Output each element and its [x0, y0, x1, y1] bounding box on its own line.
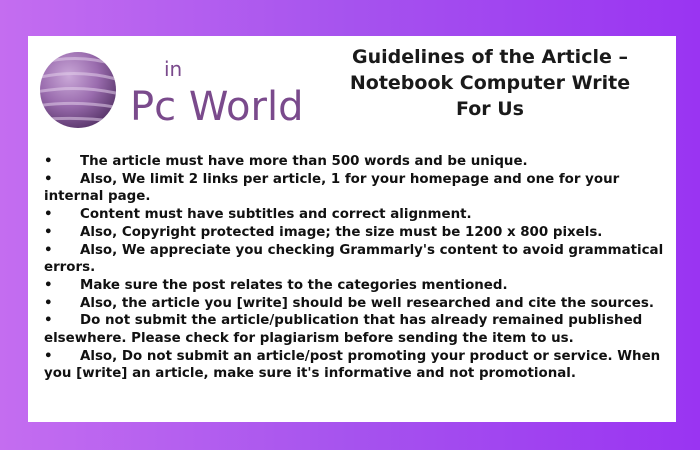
list-item: [44, 206, 670, 224]
title-line: Guidelines of the Article –: [352, 46, 628, 68]
logo-main-text: Pc World: [130, 84, 304, 130]
list-item-text: The article must have more than 500 words and be unique.: [80, 154, 528, 169]
list-item: [44, 171, 670, 206]
bullet: •: [44, 313, 53, 329]
list-item: [44, 277, 670, 295]
globe-icon: [36, 52, 120, 128]
pc-world-logo: [36, 44, 306, 144]
list-item-text: Do not submit the article/publication that has already remained published elsewhere. Please check for plagiarism before sending the item to us.: [44, 313, 643, 347]
list-item-text: Also, We appreciate you checking Grammarly's content to avoid grammatical errors.: [44, 242, 664, 276]
logo-small-text: in: [164, 57, 183, 81]
bullet: •: [44, 348, 53, 364]
list-item-text: Also, We limit 2 links per article, 1 for your homepage and one for your internal page.: [44, 171, 620, 205]
list-item: [44, 224, 670, 242]
title-line: For Us: [456, 98, 524, 120]
bullet: •: [44, 277, 53, 293]
bullet: •: [44, 171, 53, 187]
title-line: Notebook Computer Write: [349, 72, 631, 94]
list-item: [44, 295, 670, 313]
list-item: [44, 242, 670, 277]
list-item: [44, 153, 670, 171]
content-card: [28, 36, 676, 422]
list-item: [44, 312, 670, 347]
list-item-text: Also, the article you [write] should be well researched and cite the sources.: [80, 295, 654, 311]
page-title: [320, 44, 660, 122]
list-item-text: Also, Do not submit an article/post promoting your product or service. When you [write] an article, make sure it's informative and not promotional.: [44, 348, 661, 382]
bullet: •: [44, 295, 53, 311]
list-item-text: Content must have subtitles and correct alignment.: [80, 207, 472, 223]
list-item-text: Also, Copyright protected image; the size must be 1200 x 800 pixels.: [80, 224, 603, 240]
list-item: [44, 348, 670, 383]
guidelines-list: [44, 153, 670, 383]
list-item-text: Make sure the post relates to the categories mentioned.: [80, 277, 508, 293]
bullet: •: [44, 224, 53, 240]
bullet: •: [44, 154, 53, 169]
bullet: •: [44, 242, 53, 258]
bullet: •: [44, 207, 53, 223]
